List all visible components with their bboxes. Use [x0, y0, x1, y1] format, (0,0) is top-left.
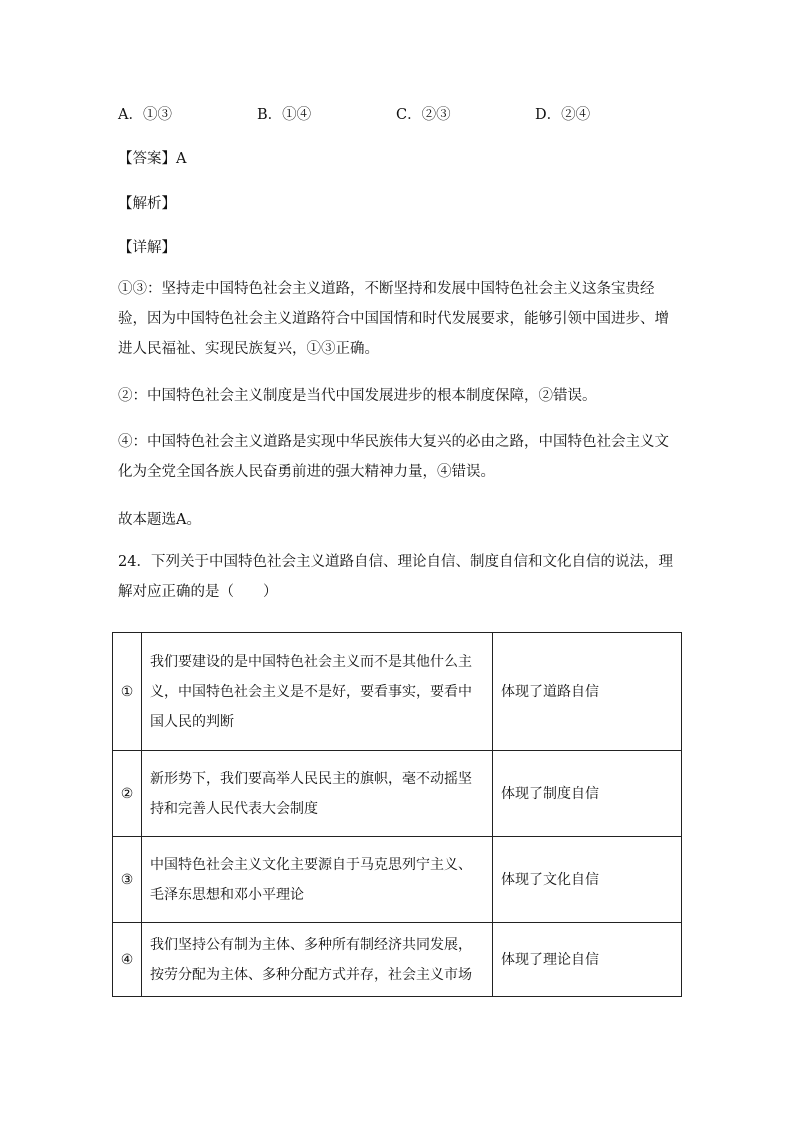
explanation-3: ④：中国特色社会主义道路是实现中华民族伟大复兴的必由之路，中国特色社会主义文化为全党全国各族人民奋勇前进的强大精神力量，④错误。 [118, 434, 669, 480]
row-statement: 中国特色社会主义文化主要源自于马克思列宁主义、毛泽东思想和邓小平理论 [142, 837, 493, 923]
option-a: A．①③ [118, 107, 172, 123]
row-result: 体现了制度自信 [493, 751, 682, 837]
table-row [113, 751, 682, 837]
option-c: C．②③ [396, 107, 451, 123]
option-b: B．①④ [257, 107, 312, 123]
explanation-2: ②：中国特色社会主义制度是当代中国发展进步的根本制度保障，②错误。 [118, 388, 597, 404]
table-row [113, 923, 682, 997]
row-number: ③ [113, 837, 142, 923]
conclusion: 故本题选A。 [118, 512, 201, 528]
row-result: 体现了理论自信 [493, 923, 682, 997]
statement-table [112, 632, 682, 997]
detail-heading: 【详解】 [118, 240, 176, 256]
analysis-heading: 【解析】 [118, 196, 176, 212]
row-statement: 新形势下，我们要高举人民民主的旗帜，毫不动摇坚持和完善人民代表大会制度 [142, 751, 493, 837]
table-row [113, 837, 682, 923]
answer-line: 【答案】A [118, 151, 187, 167]
row-statement: 我们要建设的是中国特色社会主义而不是其他什么主义，中国特色社会主义是不是好，要看事实，要看中国人民的判断 [142, 633, 493, 751]
explanation-1: ①③：坚持走中国特色社会主义道路，不断坚持和发展中国特色社会主义这条宝贵经验，因为中国特色社会主义道路符合中国国情和时代发展要求，能够引领中国进步、增进人民福祉、实现民族复兴，①③正确。 [118, 281, 669, 357]
row-number: ④ [113, 923, 142, 997]
row-statement: 我们坚持公有制为主体、多种所有制经济共同发展，按劳分配为主体、多种分配方式并存，社会主义市场 [142, 923, 493, 997]
row-number: ② [113, 751, 142, 837]
row-result: 体现了道路自信 [493, 633, 682, 751]
option-d: D．②④ [535, 107, 591, 123]
row-number: ① [113, 633, 142, 751]
question-text: 24．下列关于中国特色社会主义道路自信、理论自信、制度自信和文化自信的说法，理解对应正确的是（ ） [118, 554, 673, 600]
table-row [113, 633, 682, 751]
row-result: 体现了文化自信 [493, 837, 682, 923]
